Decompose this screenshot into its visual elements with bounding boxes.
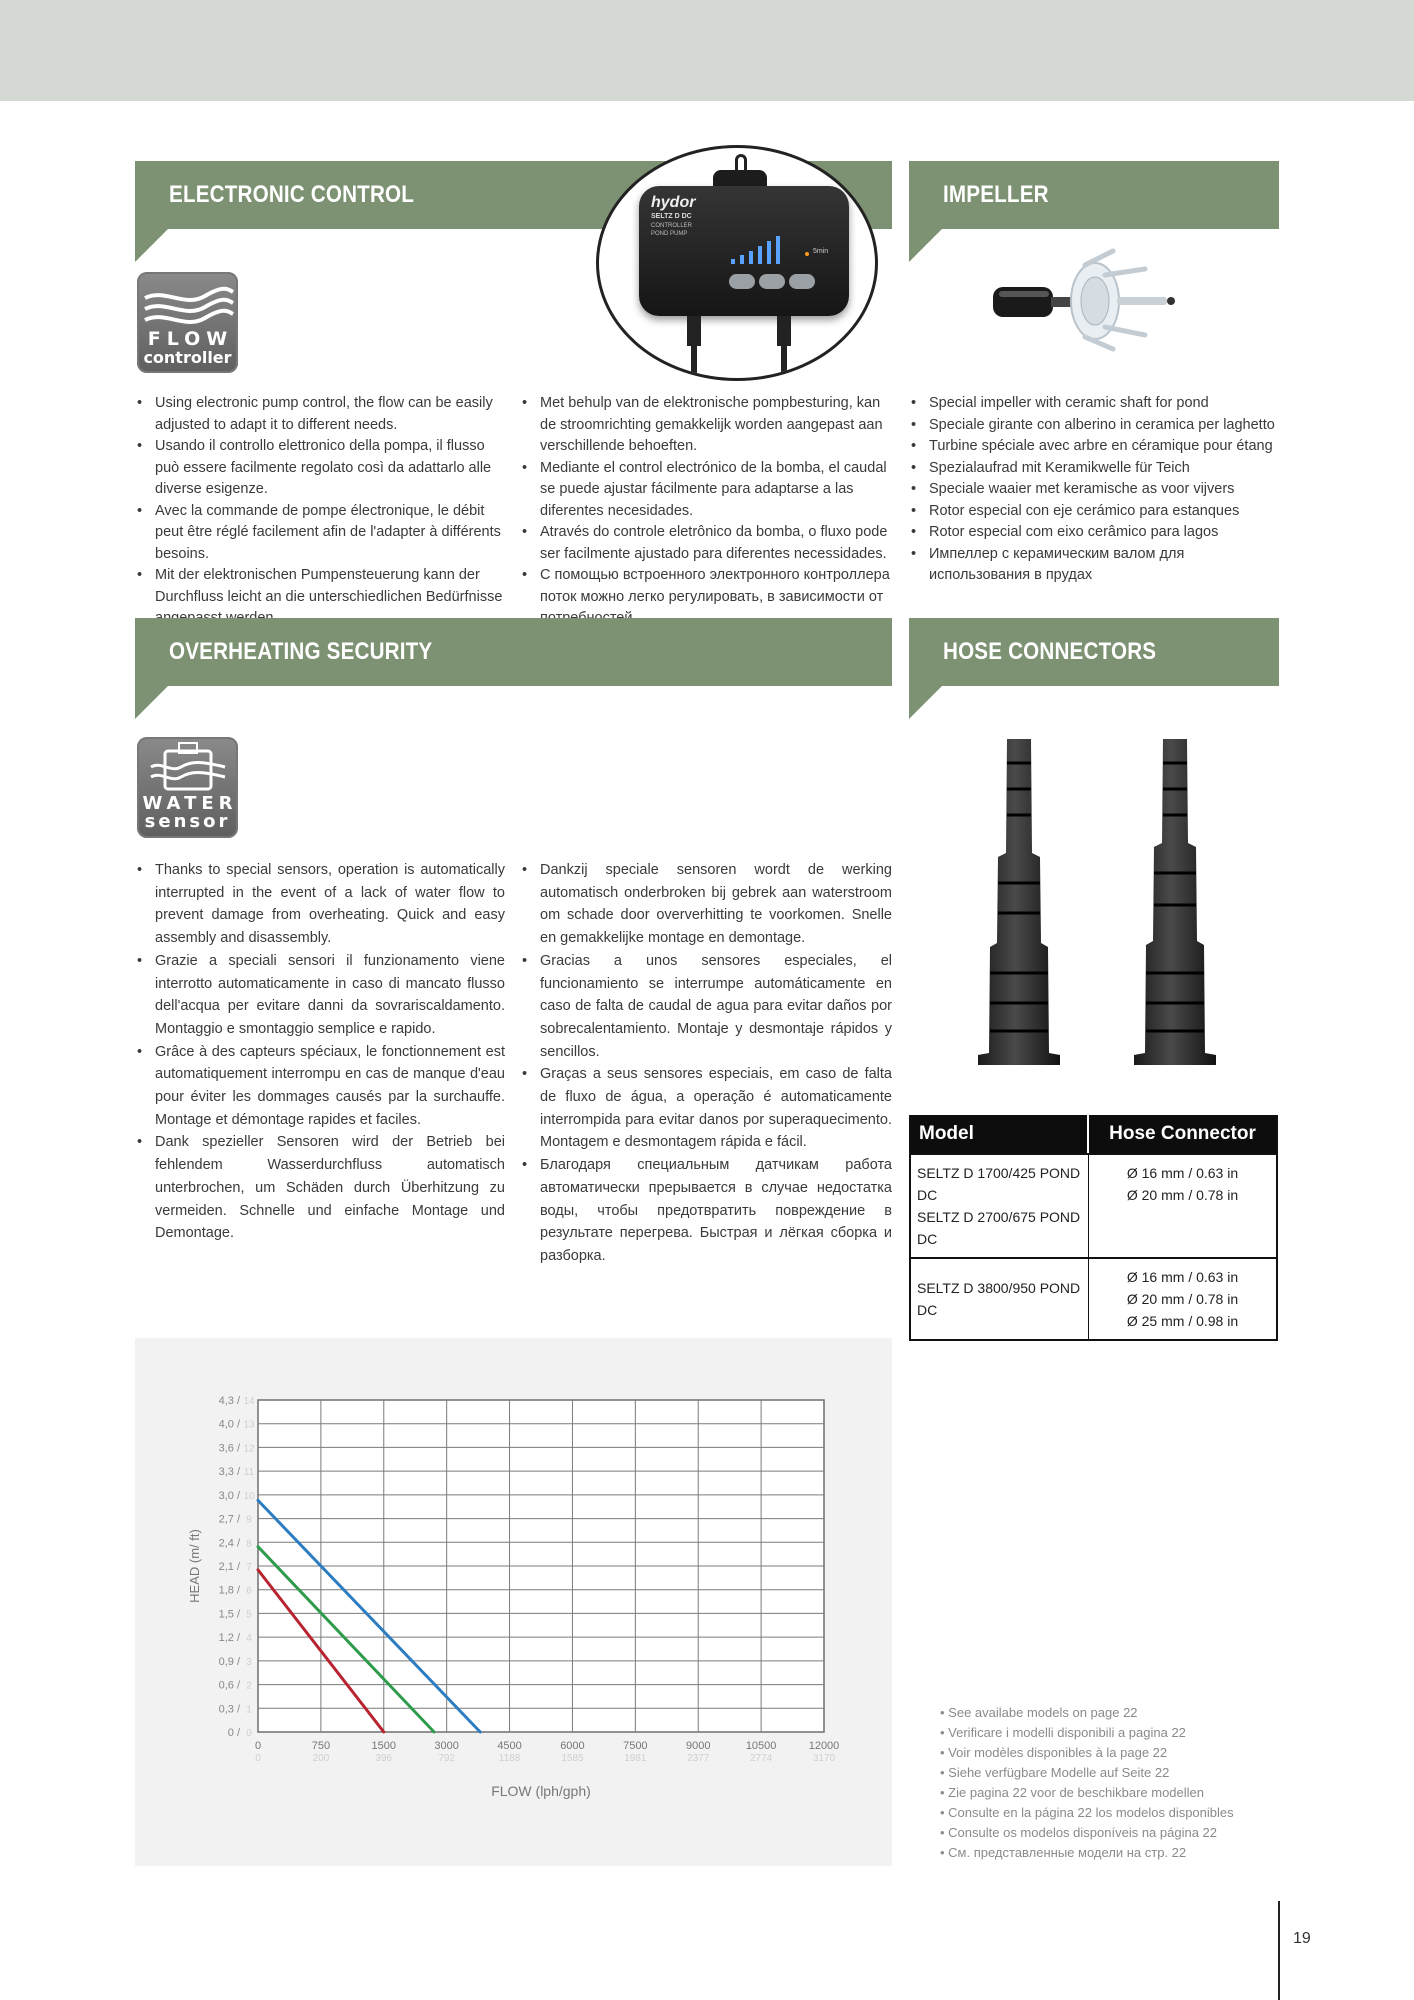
bullet: • Grazie a speciali sensori il funzionamento viene interrotto automaticamente in caso di mancato flusso dell'acqua per evitare danni da sovrariscaldamento. Montaggio e smontaggio semplice e rapido. [135,950,505,1041]
connector-size: Ø 16 mm / 0.63 in [1126,1269,1239,1285]
controller-body [639,186,849,316]
x-tick-label-gph: 1188 [498,1753,521,1764]
electronic-text-col2 [520,393,892,630]
controller-model: SELTZ D DC [651,213,692,220]
y-tick-label: 0,6 / [218,1679,240,1692]
x-tick-label-gph: 1585 [561,1753,584,1764]
header-model: Model [911,1115,1089,1153]
y-tick-label-ft: 1 [246,1704,252,1716]
y-tick-label-ft: 4 [246,1633,252,1645]
bullet: • Graças a seus sensores especiais, em caso de falta de fluxo de água, a operação é automaticamente interrompida para evitar danos por superaquecimento. Montagem e desmontagem rápida e fácil. [520,1063,892,1154]
hose-connector-table [909,1115,1278,1341]
bullet: • Através do controle eletrônico da bomba, o fluxo pode ser facilmente ajustado para diferentes necessidades. [520,522,892,565]
y-tick-label-ft: 11 [243,1467,255,1479]
note: • См. представленные модели на стр. 22 [940,1845,1187,1860]
y-tick-label: 0 / [227,1727,240,1739]
banner-notch [135,686,168,719]
table-row [911,1257,1276,1339]
bullet: • Импеллер с керамическим валом для использования в прудах [909,544,1289,587]
flow-waves-icon [137,276,238,336]
bullet: • Thanks to special sensors, operation is automatically interrupted in the event of a lack of water flow to prevent damage from overheating. Quick and easy assembly and disassembly. [135,859,505,950]
controller-button-3[interactable] [789,274,815,289]
y-tick-label: 2,4 / [218,1537,240,1550]
y-tick-label: 4,0 / [218,1418,240,1431]
x-tick-label-gph: 200 [312,1753,330,1764]
y-tick-label-ft: 13 [243,1419,255,1431]
bullet: • Rotor especial con eje cerámico para estanques [909,501,1289,523]
timer-label: 5min [813,248,829,255]
y-tick-label: 1,8 / [218,1584,240,1597]
impeller-banner [909,161,1279,229]
model-name: SELTZ D 1700/425 POND DC [917,1165,1081,1203]
y-axis-label: HEAD (m/ ft) [187,1529,202,1603]
bullet: • Grâce à des capteurs spéciaux, le fonctionnement est automatiquement interrompu en cas de manque d'eau pour éviter les dommages causés par la surchauffe. Montage et démontage rapides et faciles. [135,1041,505,1132]
bullet: • Usando il controllo elettronico della pompa, il flusso può essere facilmente regolato così da adattarlo alle diverse esigenze. [135,436,505,501]
y-tick-label-ft: 2 [246,1680,252,1692]
y-tick-label-ft: 9 [246,1514,252,1526]
badge-flow-text: FLOW [147,328,234,350]
bullet: • Speciale girante con alberino in ceramica per laghetto [909,415,1289,437]
top-band [0,0,1414,101]
banner-notch [135,229,168,262]
bullet: • Mediante el control electrónico de la bomba, el caudal se puede ajustar fácilmente para adaptarse a las diferentes necesidades. [520,458,892,523]
note: • Siehe verfügbare Modelle auf Seite 22 [940,1765,1170,1780]
y-tick-label: 0,9 / [218,1655,240,1668]
y-tick-label: 1,2 / [218,1632,240,1645]
y-tick-label-ft: 5 [246,1609,252,1621]
overheating-title: OVERHEATING SECURITY [169,638,433,665]
table-row [911,1153,1276,1257]
x-tick-label-gph: 792 [438,1753,456,1764]
x-tick-label: 4500 [497,1740,522,1752]
note: • Verificare i modelli disponibili a pagina 22 [940,1725,1186,1740]
impeller-title: IMPELLER [943,181,1049,208]
header-hose-connector: Hose Connector [1109,1123,1256,1144]
water-sensor-badge [137,737,238,838]
bullet: • Turbine spéciale avec arbre en céramique pour étang [909,436,1289,458]
controller-button-1[interactable] [729,274,755,289]
y-tick-label-ft: 0 [246,1728,252,1739]
hose-connector-image-2 [1132,733,1218,1068]
controller-brand: hydor [651,194,696,211]
bullet: • Speciale waaier met keramische as voor vijvers [909,479,1289,501]
badge-sensor-text: sensor [144,811,231,832]
y-tick-label-ft: 7 [246,1562,252,1573]
hose-connectors-banner [909,618,1279,686]
x-tick-label: 9000 [685,1740,711,1752]
connector-size: Ø 25 mm / 0.98 in [1126,1313,1239,1329]
electronic-text-col1 [135,393,505,630]
note: • Consulte os modelos disponíveis na página 22 [940,1825,1218,1840]
bullet: • С помощью встроенного электронного контроллера поток можно легко регулировать, в зависимости от [520,565,892,630]
bullet: • Using electronic pump control, the flow can be easily adjusted to adapt it to different needs. [135,393,505,436]
bullet: • Special impeller with ceramic shaft for pond [909,393,1289,415]
x-tick-label-gph: 1981 [624,1753,647,1764]
y-tick-label: 0,3 / [218,1703,240,1716]
page-number: 19 [1293,1930,1311,1947]
x-tick-label: 750 [311,1740,331,1752]
performance-chart [135,1338,892,1866]
x-tick-label: 7500 [623,1740,648,1752]
x-tick-label-gph: 3170 [812,1753,836,1764]
y-tick-label: 3,6 / [218,1442,240,1455]
y-tick-label: 4,3 / [218,1395,240,1407]
note: • Voir modèles disponibles à la page 22 [940,1745,1168,1760]
bullet: • Mit der elektronischen Pumpensteuerung kann der Durchfluss leicht an die unterschiedlichen Bedürfnisse [135,565,505,630]
bullet: • Gracias a unos sensores especiales, el funcionamiento se interrumpe automáticamente en caso de falta de caudal de agua para evitar daños por sobrecalentamiento. Montaje y desmontaje rápidos y sencillos. [520,950,892,1064]
controller-sub1: CONTROLLER [651,223,693,229]
bullet: • Благодаря специальным датчикам работа автоматически прерывается в случае недостатка воды, чтобы предотвратить повреждение в результате перегрева. Быстрая и лёгкая сборка и разборка. [520,1154,892,1268]
table-header [911,1115,1276,1153]
overheating-text-col2 [520,859,892,1268]
y-tick-label-ft: 6 [246,1585,252,1597]
connector-size: Ø 20 mm / 0.78 in [1126,1187,1239,1203]
bullet: • Dank spezieller Sensoren wird der Betrieb bei fehlendem Wasserdurchfluss automatisch unterbrochen, um Schäden durch Überhitzung zu vermeiden. Schnelle und einfache Montage und Demontage. [135,1131,505,1245]
water-sensor-icon [137,741,238,801]
page-number-rule [1278,1901,1280,2000]
hose-connectors-title: HOSE CONNECTORS [943,638,1157,665]
overheating-text-col1 [135,859,505,1245]
x-tick-label: 6000 [560,1740,585,1752]
badge-water-text: WATER [142,793,238,814]
x-tick-label: 3000 [434,1740,459,1752]
y-tick-label-ft: 8 [246,1538,252,1550]
model-name: SELTZ D 2700/675 POND DC [917,1209,1081,1247]
y-tick-label: 3,3 / [218,1466,240,1479]
notes-list [940,1703,1234,1863]
note: • Consulte en la página 22 los modelos disponibles [940,1805,1234,1820]
note: • Zie pagina 22 voor de beschikbare modellen [940,1785,1204,1800]
x-tick-label-gph: 396 [375,1753,393,1764]
x-axis-label: FLOW (lph/gph) [491,1783,591,1799]
y-tick-label: 2,7 / [218,1513,240,1526]
x-tick-label-gph: 0 [255,1753,261,1764]
x-tick-label: 1500 [371,1740,397,1752]
performance-chart-panel [135,1338,892,1866]
x-tick-label-gph: 2774 [749,1753,773,1764]
bullet: • Avec la commande de pompe électronique, le débit peut être réglé facilement afin de l'adapter à différents besoins. [135,501,505,566]
badge-controller-text: controller [143,348,232,367]
impeller-text [909,393,1289,587]
x-tick-label: 12000 [808,1740,840,1752]
y-tick-label-ft: 3 [246,1656,252,1668]
controller-button-2[interactable] [759,274,785,289]
electronic-control-title: ELECTRONIC CONTROL [169,181,415,208]
impeller-image [985,245,1185,355]
overheating-banner [135,618,892,686]
controller-sub2: POND PUMP [651,231,688,237]
y-tick-label: 1,5 / [218,1608,240,1621]
y-tick-label: 3,0 / [218,1489,240,1502]
connector-size: Ø 20 mm / 0.78 in [1126,1291,1239,1307]
banner-notch [909,686,942,719]
y-tick-label-ft: 12 [243,1443,255,1455]
bullet: • Spezialaufrad mit Keramikwelle für Teich [909,458,1289,480]
y-tick-label-ft: 14 [243,1396,255,1407]
connector-size: Ø 16 mm / 0.63 in [1126,1165,1239,1181]
x-tick-label: 10500 [745,1740,777,1752]
led-level-bars [731,236,780,264]
y-tick-label: 2,1 / [218,1561,240,1573]
flow-controller-badge [137,272,238,373]
timer-led [805,252,809,256]
model-name: SELTZ D 3800/950 POND DC [917,1280,1081,1318]
note: • See availabe models on page 22 [940,1705,1138,1720]
bullet: • Dankzij speciale sensoren wordt de werking automatisch onderbroken bij gebrek aan waterstroom om schade door oververhitting te voorkomen. Snelle en gemakkelijke montage en demontage. [520,859,892,950]
banner-notch [909,229,942,262]
bullet: • Met behulp van de elektronische pompbesturing, kan de stroomrichting gemakkelijk worden aangepast aan verschillende behoeften. [520,393,892,458]
hose-connector-image-1 [976,733,1062,1068]
x-tick-label: 0 [254,1740,262,1752]
x-tick-label-gph: 2377 [687,1753,710,1764]
bullet: • Rotor especial com eixo cerâmico para lagos [909,522,1289,544]
y-tick-label-ft: 10 [243,1490,255,1502]
controller-image [596,145,878,381]
